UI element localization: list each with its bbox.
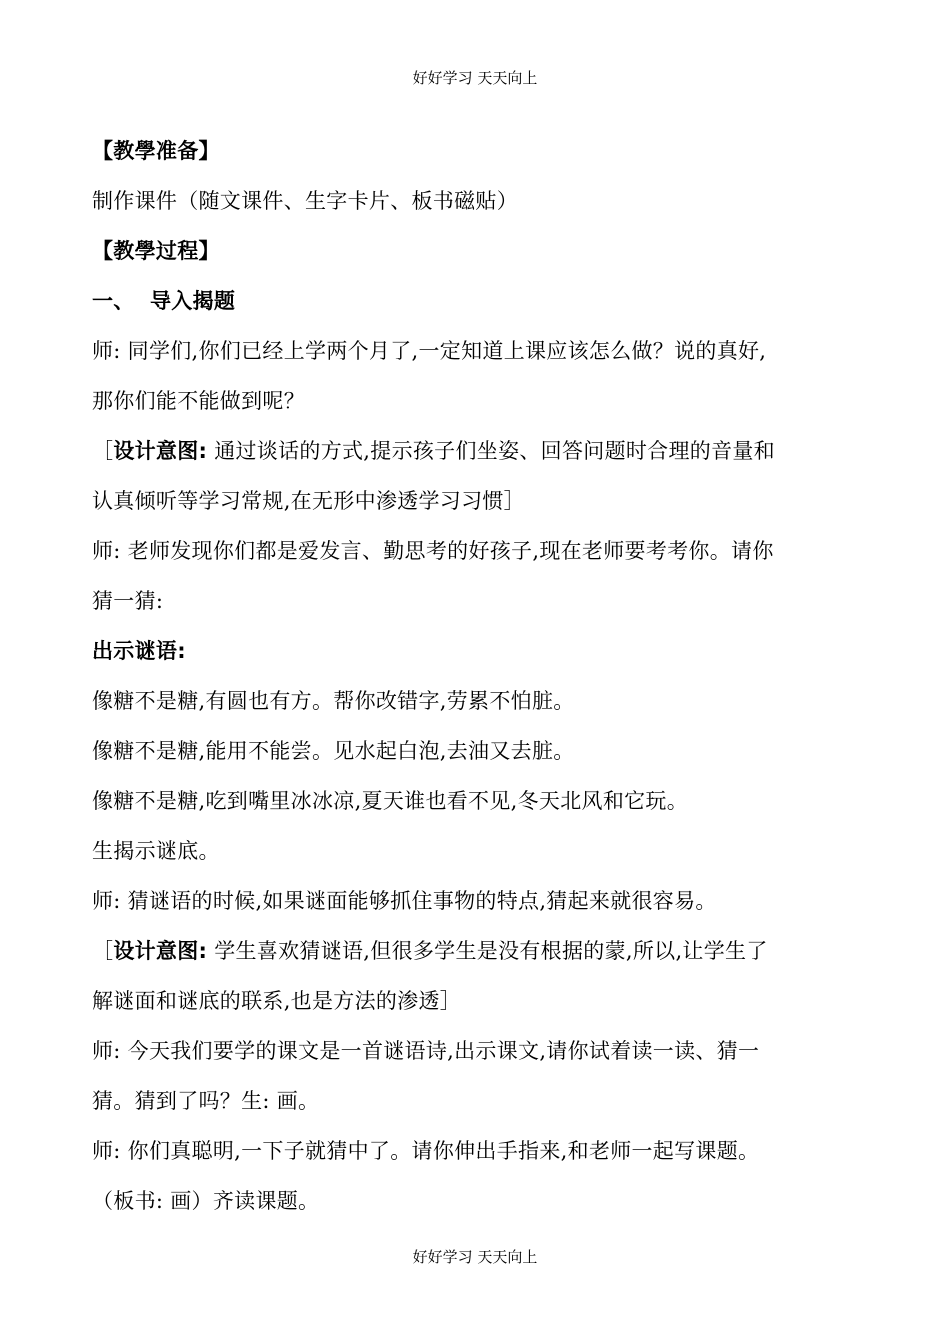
design-note-1-text: 通过谈话的方式,提示孩子们坐姿、回答问题时合理的音量和 [207,439,775,463]
prep-text: 制作课件（随文课件、生字卡片、板书磁贴） [92,189,518,213]
design-note-1-label: 设计意图: [113,439,208,463]
riddle-heading: 出示谜语: [92,639,186,663]
design-note-2-label: 设计意图: [113,939,208,963]
design-note-1-bracket: ［ [92,439,114,463]
paragraph-1-line-2: 那你们能不能做到呢？ [92,389,305,413]
design-note-2-text: 学生喜欢猜谜语,但很多学生是没有根据的蒙,所以,让学生了 [207,939,768,963]
design-note-1-line-1 [92,426,862,476]
paragraph-2-line-1: 师: 老师发现你们都是爱发言、勤思考的好孩子,现在老师要考考你。请你 [92,539,774,563]
riddle-2: 像糖不是糖,能用不能尝。见水起白泡,去油又去脏。 [92,739,575,763]
section-1-title: 导入揭题 [150,289,236,313]
paragraph-1-line-1: 师: 同学们,你们已经上学两个月了,一定知道上课应该怎么做？说的真好, [92,339,767,363]
design-note-1-line-2: 认真倾听等学习常规,在无形中渗透学习习惯］ [92,489,525,513]
heading-teaching-process: 【教學过程】 [92,239,220,263]
page-footer: 好好学习 天天向上 [412,1248,538,1266]
riddle-1: 像糖不是糖,有圆也有方。帮你改错字,劳累不怕脏。 [92,689,575,713]
design-note-2-line-2: 解谜面和谜底的联系,也是方法的渗透］ [92,989,462,1013]
paragraph-5-line-2: 猜。猜到了吗？生: 画。 [92,1089,320,1113]
paragraph-4: 师: 猜谜语的时候,如果谜面能够抓住事物的特点,猜起来就很容易。 [92,889,717,913]
paragraph-2-line-2: 猜一猜: [92,589,164,613]
document-body [92,126,862,1226]
section-1-heading [92,276,862,326]
design-note-2-line-1 [92,926,862,976]
paragraph-3: 生揭示谜底。 [92,839,220,863]
heading-teaching-prep: 【教學准备】 [92,139,220,163]
paragraph-5-line-1: 师: 今天我们要学的课文是一首谜语诗,出示课文,请你试着读一读、猜一 [92,1039,760,1063]
design-note-2-bracket: ［ [92,939,114,963]
riddle-3: 像糖不是糖,吃到嘴里冰冰凉,夏天谁也看不见,冬天北风和它玩。 [92,789,689,813]
page-header: 好好学习 天天向上 [412,69,538,87]
paragraph-6-line-1: 师: 你们真聪明,一下子就猜中了。请你伸出手指来,和老师一起写课题。 [92,1139,760,1163]
paragraph-6-line-2: （板书: 画）齐读课题。 [92,1189,320,1213]
section-1-number: 一、 [92,289,135,313]
